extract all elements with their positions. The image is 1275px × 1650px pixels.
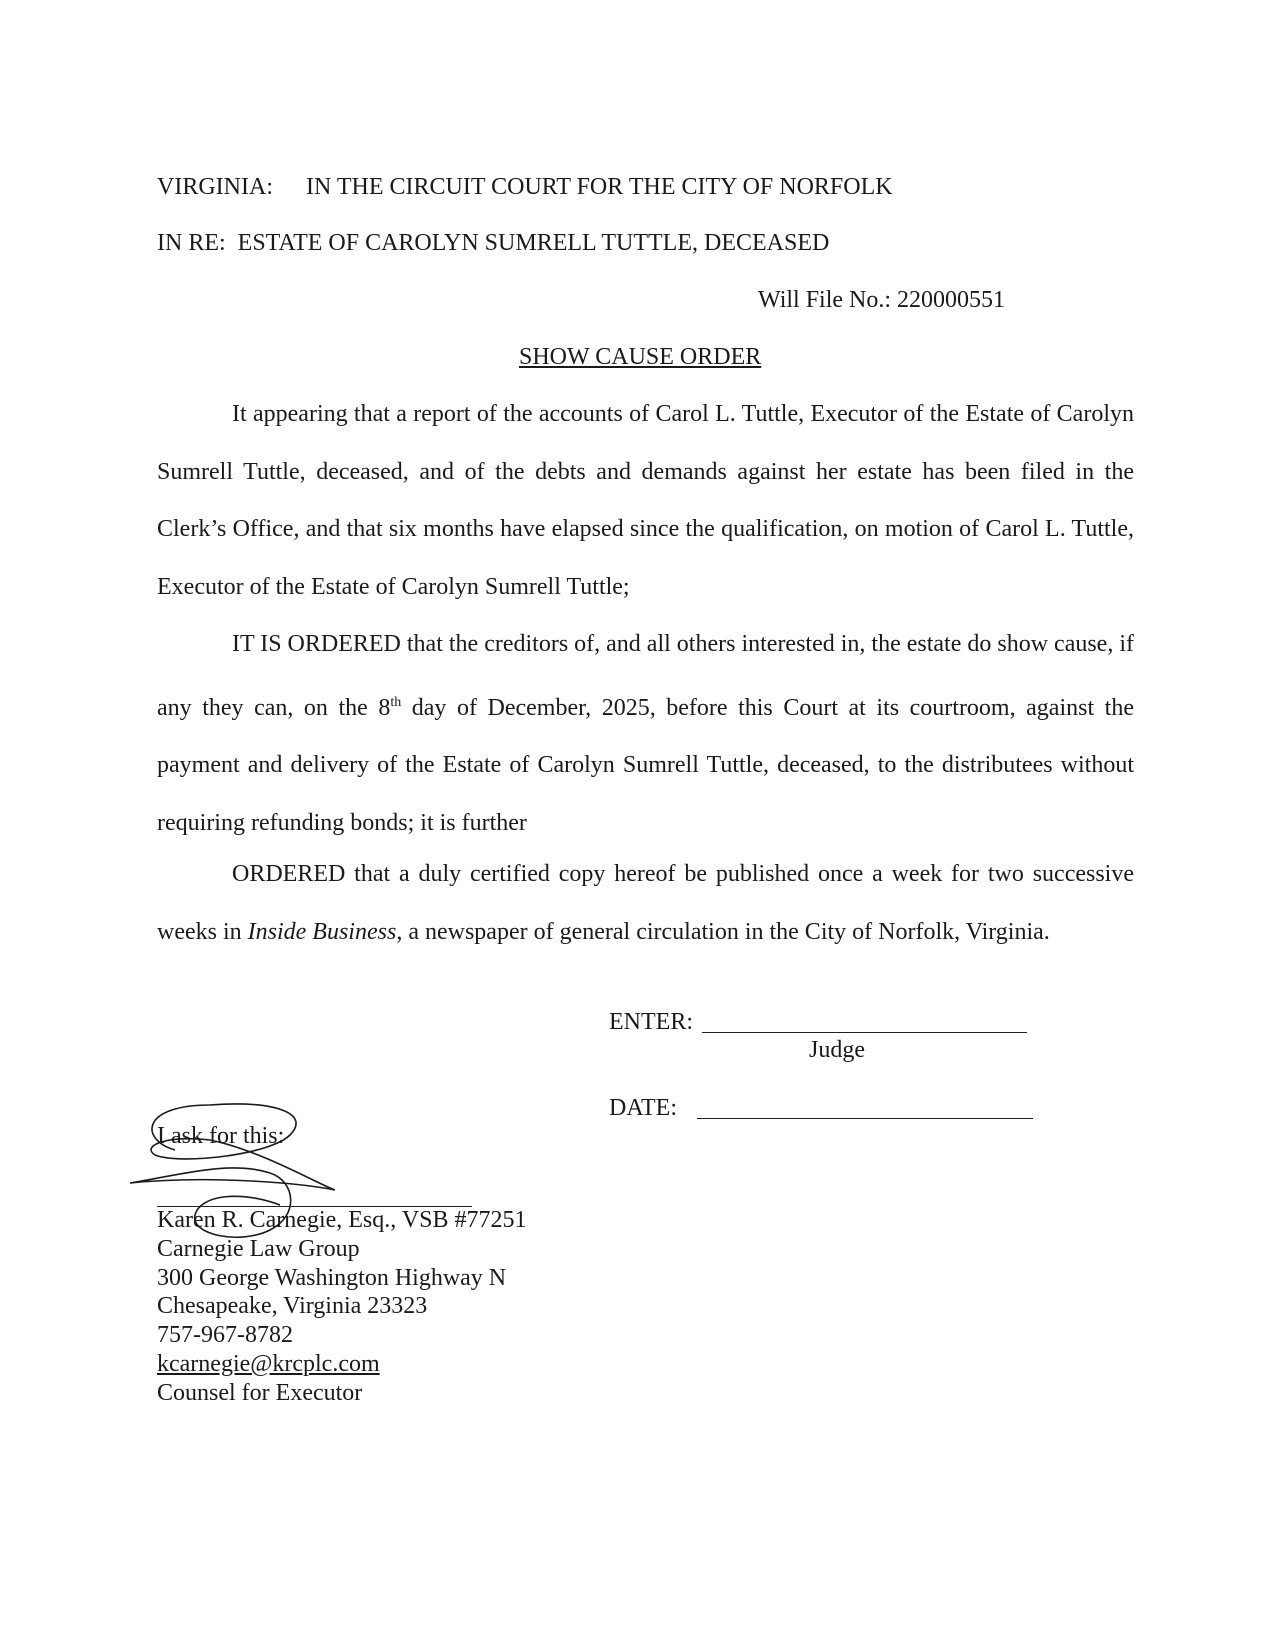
paragraph-order [157, 616, 1134, 852]
enter-label: ENTER: [609, 1009, 693, 1035]
document-title: SHOW CAUSE ORDER [519, 344, 762, 370]
judge-label: Judge [809, 1037, 865, 1063]
court-name: IN THE CIRCUIT COURT FOR THE CITY OF NORFOLK [306, 174, 893, 200]
case-caption: IN RE: ESTATE OF CAROLYN SUMRELL TUTTLE, DECEASED [157, 230, 830, 256]
date-label: DATE: [609, 1095, 677, 1121]
order-text-start: IT IS ORDERED that the creditors of, and all others interested in, the estate do show cause, if any they can, on the 8 [157, 631, 1134, 721]
jurisdiction-state: VIRGINIA: [157, 174, 273, 200]
counsel-address-line2: Chesapeake, Virginia 23323 [157, 1293, 428, 1320]
date-line [697, 1096, 1033, 1119]
ask-for-this: I ask for this: [157, 1123, 285, 1149]
counsel-block [157, 1206, 527, 1408]
counsel-email-link[interactable]: kcarnegie@krcplc.com [157, 1350, 380, 1377]
counsel-address-line1: 300 George Washington Highway N [157, 1264, 507, 1291]
will-file-number: Will File No.: 220000551 [758, 287, 1006, 313]
publication-text-start: ORDERED that a duly certified copy hereof be published once a week for two successive weeks in [157, 861, 1134, 945]
ordinal-suffix: th [390, 694, 402, 710]
counsel-role: Counsel for Executor [157, 1379, 363, 1406]
order-text-end: day of December, 2025, before this Court at its courtroom, against the payment and delivery of the Estate of Carolyn Sumrell Tuttle, deceased, to the distributees without requiring refunding bonds; it is further [157, 694, 1134, 836]
counsel-name: Karen R. Carnegie, Esq., VSB #77251 [157, 1207, 527, 1233]
paragraph-recital: It appearing that a report of the accounts of Carol L. Tuttle, Executor of the Estate of Carolyn Sumrell Tuttle, deceased, and of the debts and demands against her estate has been filed in the Clerk’s Office, and that six months have elapsed since the qualification, on motion of Carol L. Tuttle, Executor of the Estate of Carolyn Sumrell Tuttle; [157, 401, 1134, 600]
newspaper-name: Inside Business [247, 918, 397, 945]
publication-text-end: , a newspaper of general circulation in the City of Norfolk, Virginia. [396, 918, 1050, 945]
counsel-phone: 757-967-8782 [157, 1322, 293, 1349]
counsel-firm: Carnegie Law Group [157, 1235, 360, 1262]
paragraph-publication [157, 846, 1134, 961]
judge-signature-line [702, 1010, 1027, 1033]
